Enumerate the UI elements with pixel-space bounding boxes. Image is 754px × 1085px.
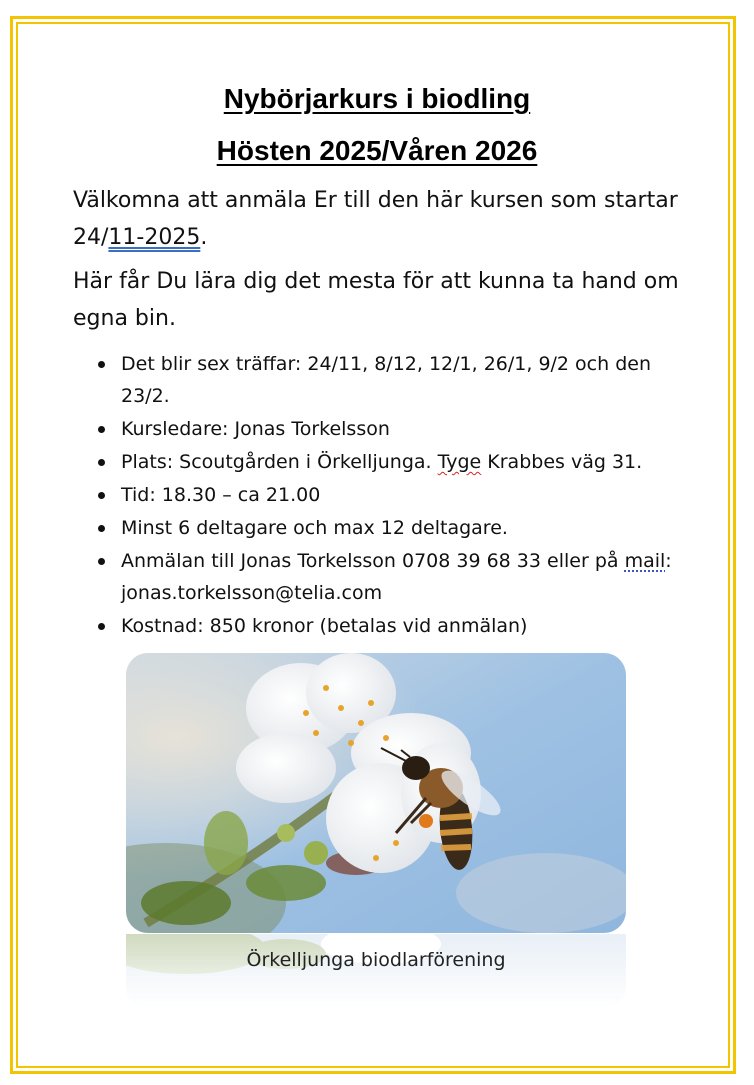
- intro-text-end: .: [200, 225, 208, 250]
- leader-text: Kursledare: Jonas Torkelsson: [121, 418, 390, 440]
- course-details-list: [98, 348, 678, 643]
- spellcheck-word: Tyge: [437, 451, 482, 473]
- bullet-icon: [98, 558, 105, 565]
- list-item-participants: [98, 512, 678, 544]
- bullet-icon: [98, 492, 105, 499]
- mail-word: mail: [624, 550, 666, 572]
- photo-reflection: [126, 934, 626, 1009]
- title-line-2: Hösten 2025/Våren 2026: [216, 135, 538, 166]
- list-item-location: [98, 446, 678, 478]
- participants-text: Minst 6 deltagare och max 12 deltagare.: [121, 517, 508, 539]
- location-street: Krabbes väg 31.: [481, 451, 643, 473]
- bullet-icon: [98, 361, 105, 368]
- sessions-text: Det blir sex träffar: 24/11, 8/12, 12/1, 26/1, 9/2 och den 23/2.: [121, 353, 652, 407]
- bullet-icon: [98, 623, 105, 630]
- email-address: : jonas.torkelsson@telia.com: [121, 550, 672, 604]
- start-date: 11-2025: [108, 225, 201, 250]
- title-line-1: Nybörjarkurs i biodling: [223, 83, 531, 114]
- bee-photo: [126, 653, 626, 933]
- intro-text-start: Välkomna att anmäla Er till den här kursen som startar 24/: [73, 188, 678, 250]
- time-text: Tid: 18.30 – ca 21.00: [121, 484, 321, 506]
- cost-text: Kostnad: 850 kronor (betalas vid anmälan): [121, 615, 528, 637]
- list-item-time: [98, 479, 678, 511]
- intro-paragraph: [73, 182, 683, 256]
- bullet-icon: [98, 525, 105, 532]
- course-description: Här får Du lära dig det mesta för att kunna ta hand om egna bin.: [73, 269, 679, 331]
- list-item-registration: [98, 545, 678, 609]
- list-item-sessions: [98, 348, 678, 412]
- list-item-leader: [98, 413, 678, 445]
- organization-caption: Örkelljunga biodlarförening: [246, 949, 506, 971]
- registration-text: Anmälan till Jonas Torkelsson 0708 39 68 33 eller på: [121, 550, 625, 572]
- bullet-icon: [98, 426, 105, 433]
- bullet-icon: [98, 459, 105, 466]
- list-item-cost: [98, 610, 678, 642]
- location-text: Plats: Scoutgården i Örkelljunga.: [121, 451, 438, 473]
